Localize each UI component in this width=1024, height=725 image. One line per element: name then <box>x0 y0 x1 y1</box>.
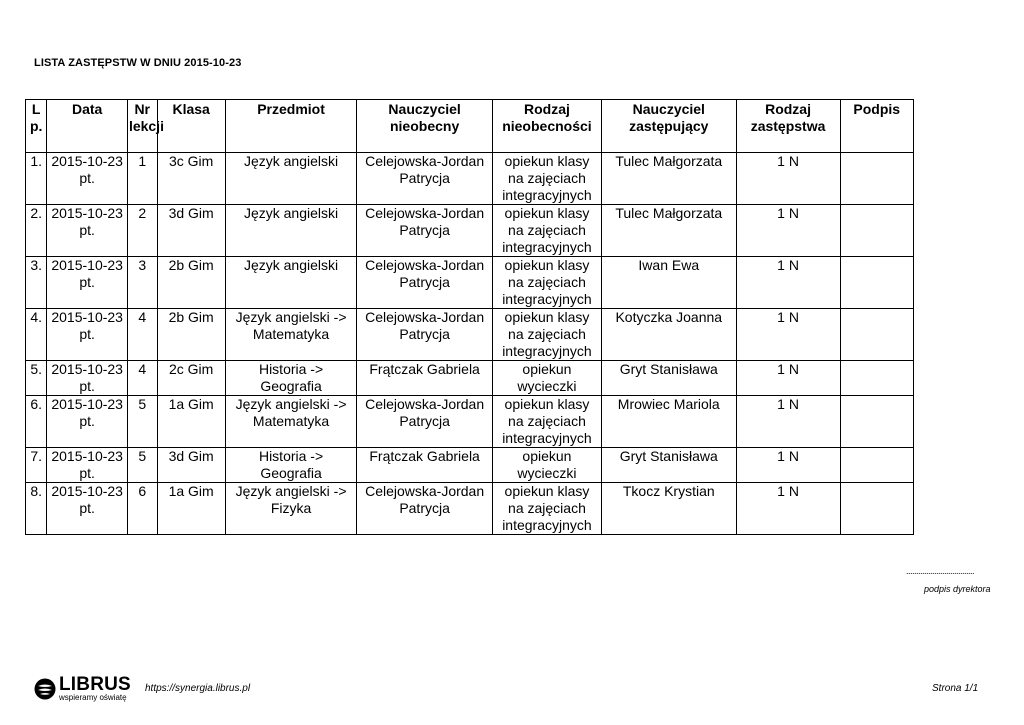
table-row <box>26 153 914 205</box>
table-cell <box>736 257 840 309</box>
cell-text: Celejowska-Jordan <box>365 153 485 169</box>
table-cell <box>127 309 157 361</box>
cell-text: 2015-10-23 <box>51 309 123 325</box>
table-cell <box>357 483 493 535</box>
table-cell <box>492 396 601 448</box>
column-header-text: zastępujący <box>629 118 709 134</box>
document-title: LISTA ZASTĘPSTW W DNIU 2015-10-23 <box>34 57 242 69</box>
cell-text: 8. <box>30 483 43 499</box>
column-header-text: zastępstwa <box>750 118 826 134</box>
table-cell <box>26 153 47 205</box>
cell-text: integracyjnych <box>502 517 592 533</box>
column-header <box>26 100 47 153</box>
column-header-text: lekcji <box>128 118 164 134</box>
cell-text: 2. <box>30 205 43 221</box>
cell-text: Język angielski <box>243 205 339 221</box>
cell-text: Celejowska-Jordan <box>365 309 485 325</box>
cell-text: pt. <box>79 222 95 238</box>
table-cell <box>357 257 493 309</box>
table-body <box>26 153 914 535</box>
cell-text: 2b Gim <box>168 257 214 273</box>
cell-text: pt. <box>79 378 95 394</box>
cell-text: opiekun <box>522 448 572 464</box>
table-cell <box>840 448 913 483</box>
column-header-text: nieobecności <box>502 118 592 134</box>
cell-text: pt. <box>79 326 95 342</box>
cell-text: 1 N <box>777 257 799 273</box>
table-cell <box>492 257 601 309</box>
column-header-text: Nr <box>134 101 150 117</box>
cell-text: pt. <box>79 500 95 516</box>
cell-text: 2015-10-23 <box>51 448 123 464</box>
cell-text: Patrycja <box>399 222 450 238</box>
column-header-text: Data <box>71 101 103 117</box>
table-cell <box>225 205 357 257</box>
column-header-text: nieobecny <box>389 118 460 134</box>
column-header-text: Nauczyciel <box>632 101 705 117</box>
cell-text: 3 <box>138 257 147 273</box>
cell-text: 5. <box>30 361 43 377</box>
cell-text: integracyjnych <box>502 291 592 307</box>
cell-text: Patrycja <box>399 500 450 516</box>
cell-text: opiekun <box>522 361 572 377</box>
cell-text: Iwan Ewa <box>638 257 700 273</box>
cell-text: Matematyka <box>252 326 330 342</box>
cell-text: na zajęciach <box>508 170 586 186</box>
table-cell <box>225 153 357 205</box>
cell-text: 6 <box>138 483 147 499</box>
table-cell <box>26 205 47 257</box>
cell-text: 2c Gim <box>168 361 214 377</box>
cell-text: Celejowska-Jordan <box>365 257 485 273</box>
cell-text: Celejowska-Jordan <box>365 205 485 221</box>
table-cell <box>357 396 493 448</box>
table-cell <box>492 483 601 535</box>
table-cell <box>357 153 493 205</box>
cell-text: Gryt Stanisława <box>619 448 718 464</box>
table-cell <box>840 153 913 205</box>
table-cell <box>127 396 157 448</box>
table-cell <box>26 361 47 396</box>
table-cell <box>47 396 128 448</box>
cell-text: integracyjnych <box>502 343 592 359</box>
cell-text: na zajęciach <box>508 326 586 342</box>
signature-label: podpis dyrektora <box>924 584 991 594</box>
cell-text: 2b Gim <box>168 309 214 325</box>
cell-text: opiekun klasy <box>504 153 590 169</box>
cell-text: Język angielski <box>243 257 339 273</box>
table-cell <box>47 361 128 396</box>
cell-text: Tulec Małgorzata <box>615 205 723 221</box>
table-cell <box>157 448 225 483</box>
column-header-text: Klasa <box>172 101 210 117</box>
cell-text: Tkocz Krystian <box>622 483 715 499</box>
cell-text: 3. <box>30 257 43 273</box>
table-cell <box>157 205 225 257</box>
cell-text: Frątczak Gabriela <box>369 448 480 464</box>
cell-text: opiekun klasy <box>504 483 590 499</box>
table-cell <box>127 257 157 309</box>
table-cell <box>601 257 736 309</box>
table-row <box>26 309 914 361</box>
cell-text: 1 N <box>777 483 799 499</box>
table-cell <box>840 483 913 535</box>
table-cell <box>26 448 47 483</box>
cell-text: na zajęciach <box>508 274 586 290</box>
cell-text: 1 N <box>777 361 799 377</box>
table-cell <box>47 309 128 361</box>
cell-text: Geografia <box>260 465 322 481</box>
cell-text: Tulec Małgorzata <box>615 153 723 169</box>
table-cell <box>47 257 128 309</box>
cell-text: opiekun klasy <box>504 205 590 221</box>
cell-text: Celejowska-Jordan <box>365 483 485 499</box>
cell-text: integracyjnych <box>502 239 592 255</box>
cell-text: Historia -> <box>258 361 324 377</box>
cell-text: 1 <box>138 153 147 169</box>
column-header-text: L <box>31 101 41 117</box>
table-cell <box>157 361 225 396</box>
cell-text: 4. <box>30 309 43 325</box>
column-header <box>357 100 493 153</box>
cell-text: pt. <box>79 170 95 186</box>
table-cell <box>225 448 357 483</box>
column-header-text: Podpis <box>853 101 901 117</box>
column-header-text: Rodzaj <box>524 101 570 117</box>
table-cell <box>225 361 357 396</box>
table-cell <box>225 396 357 448</box>
cell-text: 2015-10-23 <box>51 205 123 221</box>
cell-text: 1 N <box>777 309 799 325</box>
table-cell <box>47 205 128 257</box>
cell-text: Frątczak Gabriela <box>369 361 480 377</box>
cell-text: opiekun klasy <box>504 396 590 412</box>
table-cell <box>157 309 225 361</box>
table-cell <box>601 361 736 396</box>
column-header <box>47 100 128 153</box>
cell-text: 3d Gim <box>168 205 214 221</box>
cell-text: 2015-10-23 <box>51 257 123 273</box>
cell-text: Język angielski -> <box>235 483 347 499</box>
cell-text: Język angielski -> <box>235 396 347 412</box>
table-cell <box>601 205 736 257</box>
table-cell <box>127 361 157 396</box>
cell-text: pt. <box>79 274 95 290</box>
table-cell <box>492 153 601 205</box>
table-cell <box>127 153 157 205</box>
cell-text: 2015-10-23 <box>51 483 123 499</box>
cell-text: 1 N <box>777 396 799 412</box>
cell-text: 3d Gim <box>168 448 214 464</box>
table-cell <box>736 153 840 205</box>
table-cell <box>840 205 913 257</box>
logo-tagline: wspieramy oświatę <box>59 693 127 702</box>
cell-text: Patrycja <box>399 170 450 186</box>
table-cell <box>225 257 357 309</box>
table-cell <box>357 205 493 257</box>
table-cell <box>492 309 601 361</box>
table-cell <box>736 309 840 361</box>
column-header-text: Nauczyciel <box>388 101 461 117</box>
librus-logo-icon <box>34 678 56 700</box>
cell-text: Język angielski -> <box>235 309 347 325</box>
column-header <box>127 100 164 153</box>
cell-text: Matematyka <box>252 413 330 429</box>
table-cell <box>736 483 840 535</box>
table-cell <box>736 361 840 396</box>
page-number: Strona 1/1 <box>932 683 979 694</box>
cell-text: wycieczki <box>517 465 577 481</box>
table-row <box>26 361 914 396</box>
table-cell <box>601 448 736 483</box>
table-cell <box>840 309 913 361</box>
cell-text: 1 N <box>777 205 799 221</box>
table-cell <box>601 396 736 448</box>
cell-text: pt. <box>79 465 95 481</box>
cell-text: Historia -> <box>258 448 324 464</box>
cell-text: 2015-10-23 <box>51 396 123 412</box>
table-cell <box>840 396 913 448</box>
table-cell <box>157 257 225 309</box>
table-cell <box>736 448 840 483</box>
table-cell <box>26 396 47 448</box>
table-cell <box>47 483 128 535</box>
cell-text: integracyjnych <box>502 187 592 203</box>
cell-text: Kotyczka Joanna <box>615 309 723 325</box>
cell-text: 4 <box>138 361 147 377</box>
signature-line: .................................. <box>906 566 975 576</box>
table-cell <box>601 153 736 205</box>
cell-text: 5 <box>138 448 147 464</box>
cell-text: 1a Gim <box>168 396 214 412</box>
cell-text: Patrycja <box>399 326 450 342</box>
table-cell <box>225 309 357 361</box>
table-row <box>26 257 914 309</box>
cell-text: Język angielski <box>243 153 339 169</box>
librus-logo <box>34 676 131 702</box>
table-cell <box>157 483 225 535</box>
table-cell <box>157 396 225 448</box>
cell-text: Geografia <box>260 378 322 394</box>
cell-text: wycieczki <box>517 378 577 394</box>
cell-text: 1a Gim <box>168 483 214 499</box>
table-cell <box>47 448 128 483</box>
table-cell <box>357 309 493 361</box>
footer-url[interactable]: https://synergia.librus.pl <box>145 683 251 694</box>
table-cell <box>840 361 913 396</box>
cell-text: na zajęciach <box>508 500 586 516</box>
cell-text: pt. <box>79 413 95 429</box>
cell-text: 3c Gim <box>168 153 214 169</box>
cell-text: 2015-10-23 <box>51 153 123 169</box>
column-header <box>840 100 913 153</box>
cell-text: Mrowiec Mariola <box>617 396 720 412</box>
cell-text: Patrycja <box>399 274 450 290</box>
column-header-text: Przedmiot <box>257 101 325 117</box>
cell-text: Celejowska-Jordan <box>365 396 485 412</box>
cell-text: 5 <box>138 396 147 412</box>
column-header <box>492 100 601 153</box>
table-row <box>26 396 914 448</box>
substitutions-table <box>25 99 914 535</box>
table-cell <box>492 361 601 396</box>
cell-text: 7. <box>30 448 43 464</box>
table-header-row <box>26 100 914 153</box>
table-cell <box>47 153 128 205</box>
cell-text: Patrycja <box>399 413 450 429</box>
cell-text: 2015-10-23 <box>51 361 123 377</box>
column-header <box>601 100 736 153</box>
table-cell <box>26 309 47 361</box>
column-header-text: Rodzaj <box>765 101 811 117</box>
table-cell <box>127 483 157 535</box>
cell-text: 2 <box>138 205 147 221</box>
table-cell <box>127 448 157 483</box>
table-cell <box>601 483 736 535</box>
cell-text: 6. <box>30 396 43 412</box>
table-row <box>26 205 914 257</box>
column-header-text: p. <box>29 118 43 134</box>
cell-text: 1. <box>30 153 43 169</box>
table-cell <box>840 257 913 309</box>
column-header <box>157 100 225 153</box>
table-cell <box>736 205 840 257</box>
logo-name: LIBRUS <box>59 674 131 695</box>
table-cell <box>357 361 493 396</box>
column-header <box>225 100 357 153</box>
cell-text: Fizyka <box>270 500 312 516</box>
cell-text: na zajęciach <box>508 222 586 238</box>
column-header <box>736 100 840 153</box>
table-cell <box>492 448 601 483</box>
table-cell <box>26 483 47 535</box>
cell-text: 1 N <box>777 153 799 169</box>
cell-text: integracyjnych <box>502 430 592 446</box>
cell-text: 4 <box>138 309 147 325</box>
table-cell <box>225 483 357 535</box>
cell-text: na zajęciach <box>508 413 586 429</box>
table-cell <box>736 396 840 448</box>
cell-text: opiekun klasy <box>504 309 590 325</box>
table-cell <box>492 205 601 257</box>
table-cell <box>127 205 157 257</box>
table-cell <box>26 257 47 309</box>
cell-text: 1 N <box>777 448 799 464</box>
table-cell <box>601 309 736 361</box>
table-row <box>26 483 914 535</box>
cell-text: Gryt Stanisława <box>619 361 718 377</box>
cell-text: opiekun klasy <box>504 257 590 273</box>
table-cell <box>357 448 493 483</box>
table-cell <box>157 153 225 205</box>
table-row <box>26 448 914 483</box>
